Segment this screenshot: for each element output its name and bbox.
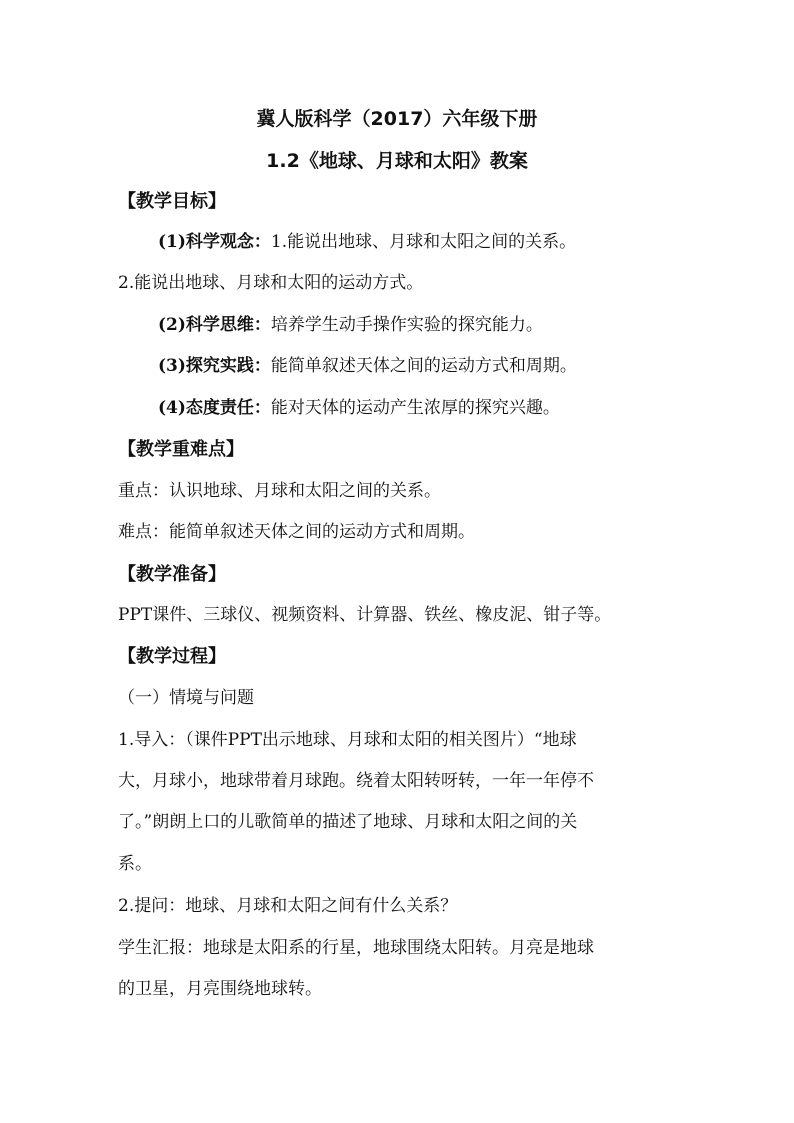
goal-4-text: 能对天体的运动产生浓厚的探究兴趣。 [270, 398, 560, 418]
answer-line-2: 的卫星，月亮围绕地球转。 [118, 979, 322, 999]
document-title: 冀人版科学（2017）六年级下册 [256, 108, 538, 130]
answer-line-1: 学生汇报：地球是太阳系的行星，地球围绕太阳转。月亮是地球 [118, 938, 594, 958]
goal-3-text: 能简单叙述天体之间的运动方式和周期。 [270, 356, 577, 376]
key-heading: 【教学重难点】 [118, 439, 244, 460]
intro-line-1: 1.导入：（课件PPT出示地球、月球和太阳的相关图片）“地球 [118, 730, 577, 750]
goal-3 [158, 358, 577, 375]
question-line: 2.提问：地球、月球和太阳之间有什么关系？ [118, 896, 458, 916]
intro-line-4: 系。 [118, 854, 152, 874]
key-focus: 重点：认识地球、月球和太阳之间的关系。 [118, 481, 441, 501]
intro-line-3: 了。”朗朗上口的儿歌简单的描述了地球、月球和太阳之间的关 [118, 812, 578, 832]
goals-heading: 【教学目标】 [118, 191, 226, 212]
goal-4-label: (4)态度责任： [158, 398, 271, 418]
process-part-1: （一）情境与问题 [118, 688, 254, 708]
goal-1 [158, 234, 576, 251]
goal-4 [158, 400, 560, 417]
prep-text: PPT课件、三球仪、视频资料、计算器、铁丝、橡皮泥、钳子等。 [118, 605, 612, 625]
goal-2-text: 培养学生动手操作实验的探究能力。 [270, 315, 543, 335]
intro-line-2: 大，月球小，地球带着月球跑。绕着太阳转呀转，一年一年停不 [118, 771, 594, 791]
goal-2-label: (2)科学思维： [158, 315, 271, 335]
goal-1-text: 1.能说出地球、月球和太阳之间的关系。 [270, 232, 577, 252]
goal-3-label: (3)探究实践： [158, 356, 271, 376]
lesson-title: 1.2《地球、月球和太阳》教案 [266, 150, 528, 172]
key-difficulty: 难点：能简单叙述天体之间的运动方式和周期。 [118, 522, 475, 542]
goal-1-continued: 2.能说出地球、月球和太阳的运动方式。 [118, 273, 424, 293]
goal-2 [158, 317, 543, 334]
goal-1-label: (1)科学观念： [158, 232, 271, 252]
prep-heading: 【教学准备】 [118, 564, 226, 585]
process-heading: 【教学过程】 [118, 646, 226, 667]
